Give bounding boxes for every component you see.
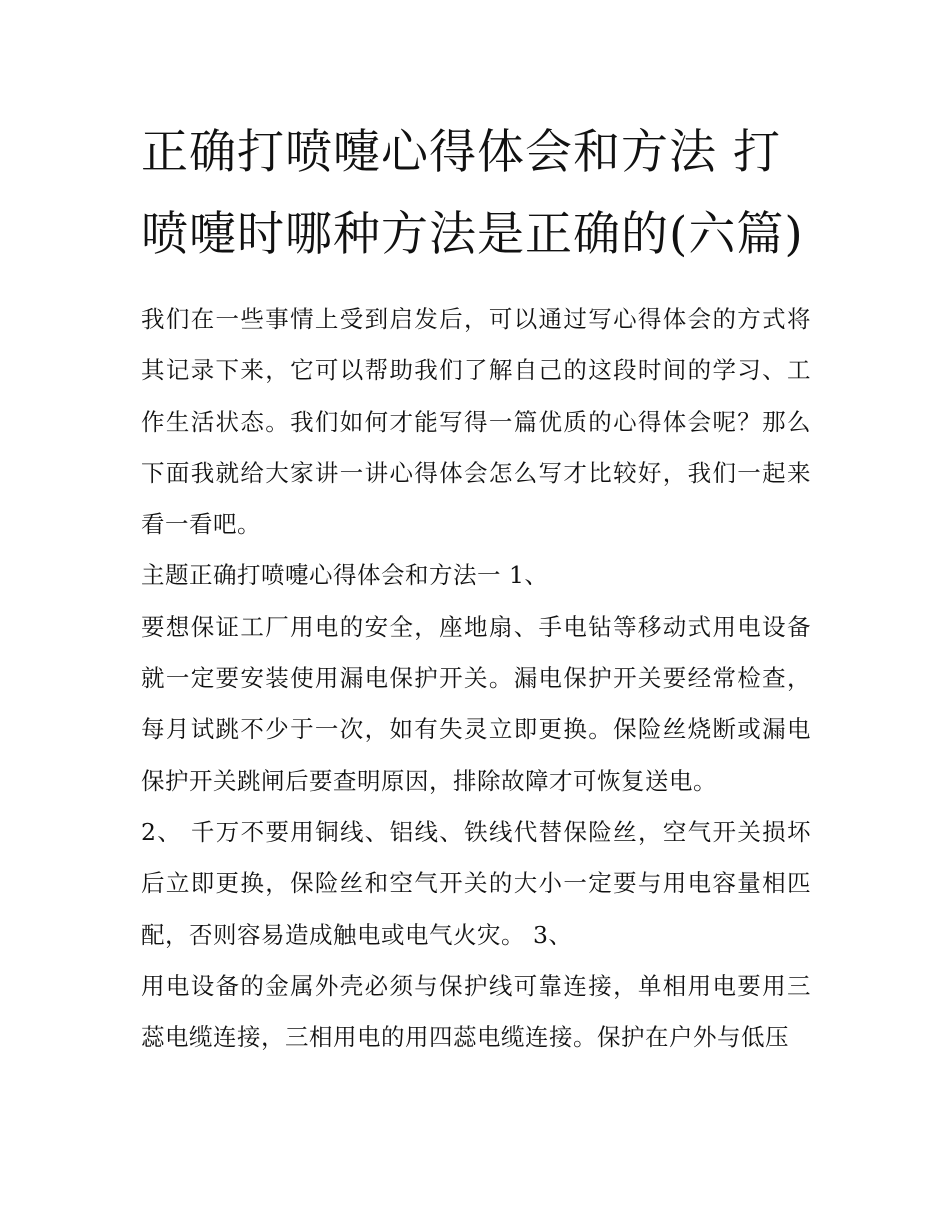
document-body <box>141 294 811 1063</box>
document-content <box>141 112 811 1063</box>
paragraph-intro: 我们在一些事情上受到启发后，可以通过写心得体会的方式将其记录下来，它可以帮助我们了解自己的这段时间的学习、工作生活状态。我们如何才能写得一篇优质的心得体会呢？那么下面我就给大家讲一讲心得体会怎么写才比较好，我们一起来看一看吧。 <box>141 305 811 539</box>
paragraph-heading-method-one: 主题正确打喷嚏心得体会和方法一 1、 <box>141 561 549 590</box>
paragraph-grounding: 用电设备的金属外壳必须与保护线可靠连接，单相用电要用三蕊电缆连接，三相用电的用四蕊电缆连接。保护在户外与低压 <box>141 971 811 1052</box>
paragraph-leakage-protection: 要想保证工厂用电的安全，座地扇、手电钻等移动式用电设备就一定要安装使用漏电保护开关。漏电保护开关要经常检查，每月试跳不少于一次，如有失灵立即更换。保险丝烧断或漏电保护开关跳闸后要查明原因，排除故障才可恢复送电。 <box>141 612 811 795</box>
document-title: 正确打喷嚏心得体会和方法 打喷嚏时哪种方法是正确的(六篇) <box>141 125 804 262</box>
paragraph-fuse-replacement: 2、 千万不要用铜线、铝线、铁线代替保险丝，空气开关损坏后立即更换，保险丝和空气开关的大小一定要与用电容量相匹配，否则容易造成触电或电气火灾。 3、 <box>141 817 811 949</box>
